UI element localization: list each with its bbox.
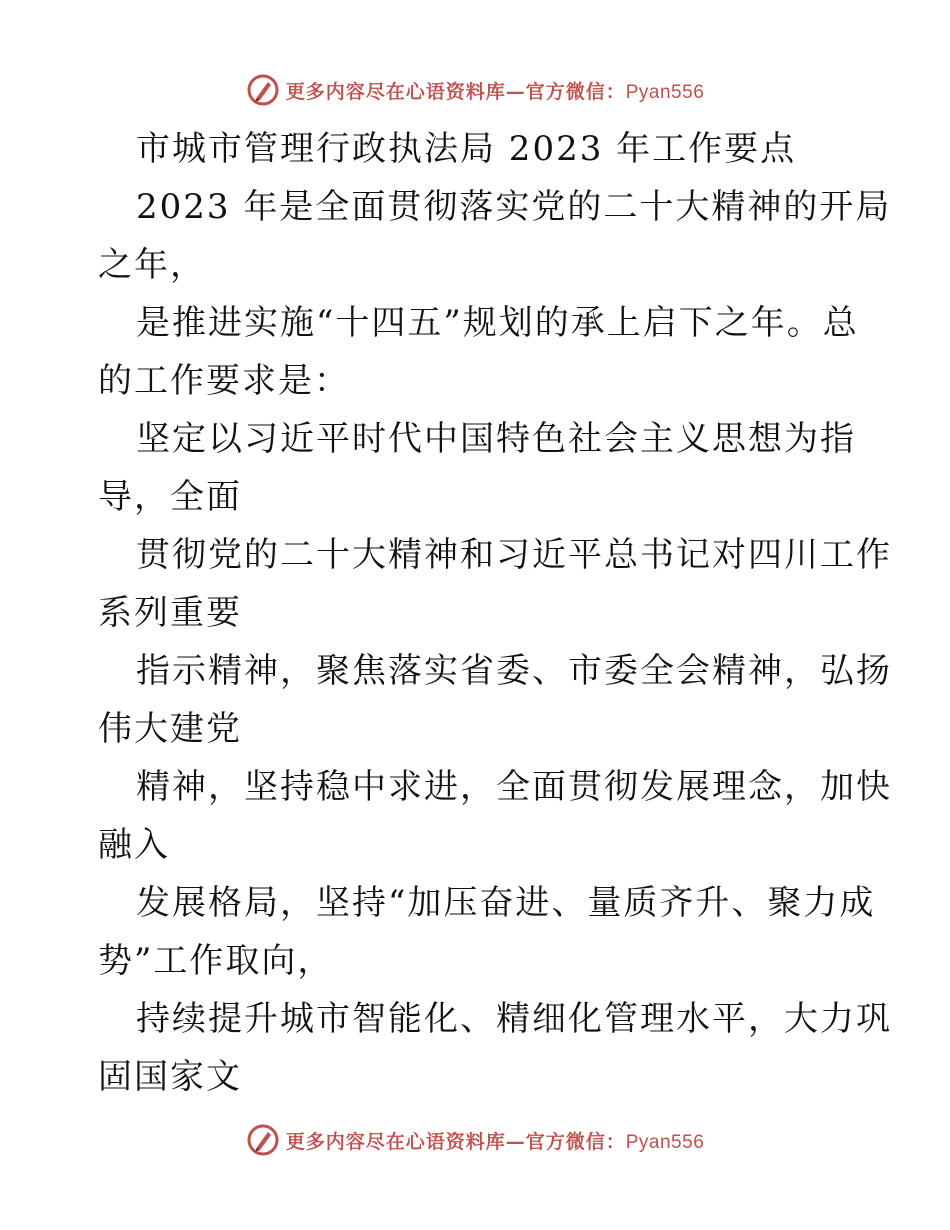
paragraph-line: 伟大建党 — [98, 709, 242, 749]
document-title: 市城市管理行政执法局 2023 年工作要点 — [136, 129, 797, 169]
footer-watermark — [0, 1120, 950, 1160]
paragraph-line: 融入 — [98, 825, 170, 865]
paragraph-line: 坚定以习近平时代中国特色社会主义思想为指 — [136, 419, 856, 459]
paragraph-line: 势”工作取向， — [98, 941, 334, 981]
paragraph-line: 持续提升城市智能化、精细化管理水平，大力巩 — [136, 999, 892, 1039]
paragraph-line: 导，全面 — [98, 477, 242, 517]
paragraph-line: 贯彻党的二十大精神和习近平总书记对四川工作 — [136, 535, 892, 575]
wechat-id: Pyan556 — [625, 1131, 705, 1153]
pen-logo-icon — [246, 73, 280, 107]
paragraph-line: 之年， — [98, 245, 206, 285]
pen-logo-icon — [246, 1123, 280, 1157]
paragraph-line: 精神，坚持稳中求进，全面贯彻发展理念，加快 — [136, 767, 892, 807]
wechat-id: Pyan556 — [625, 81, 705, 103]
paragraph-line: 固国家文 — [98, 1057, 242, 1097]
paragraph-line: 指示精神，聚焦落实省委、市委全会精神，弘扬 — [136, 651, 892, 691]
paragraph-line: 的工作要求是： — [98, 361, 350, 401]
watermark-text: 更多内容尽在心语资料库—官方微信：Pyan556 — [285, 1130, 705, 1153]
paragraph-line: 2023 年是全面贯彻落实党的二十大精神的开局 — [136, 187, 892, 227]
paragraph-line: 发展格局，坚持“加压奋进、量质齐升、聚力成 — [136, 883, 876, 923]
paragraph-line: 系列重要 — [98, 593, 242, 633]
watermark-text: 更多内容尽在心语资料库—官方微信：Pyan556 — [285, 80, 705, 103]
paragraph-line: 是推进实施“十四五”规划的承上启下之年。总 — [136, 303, 859, 343]
header-watermark — [0, 70, 950, 110]
